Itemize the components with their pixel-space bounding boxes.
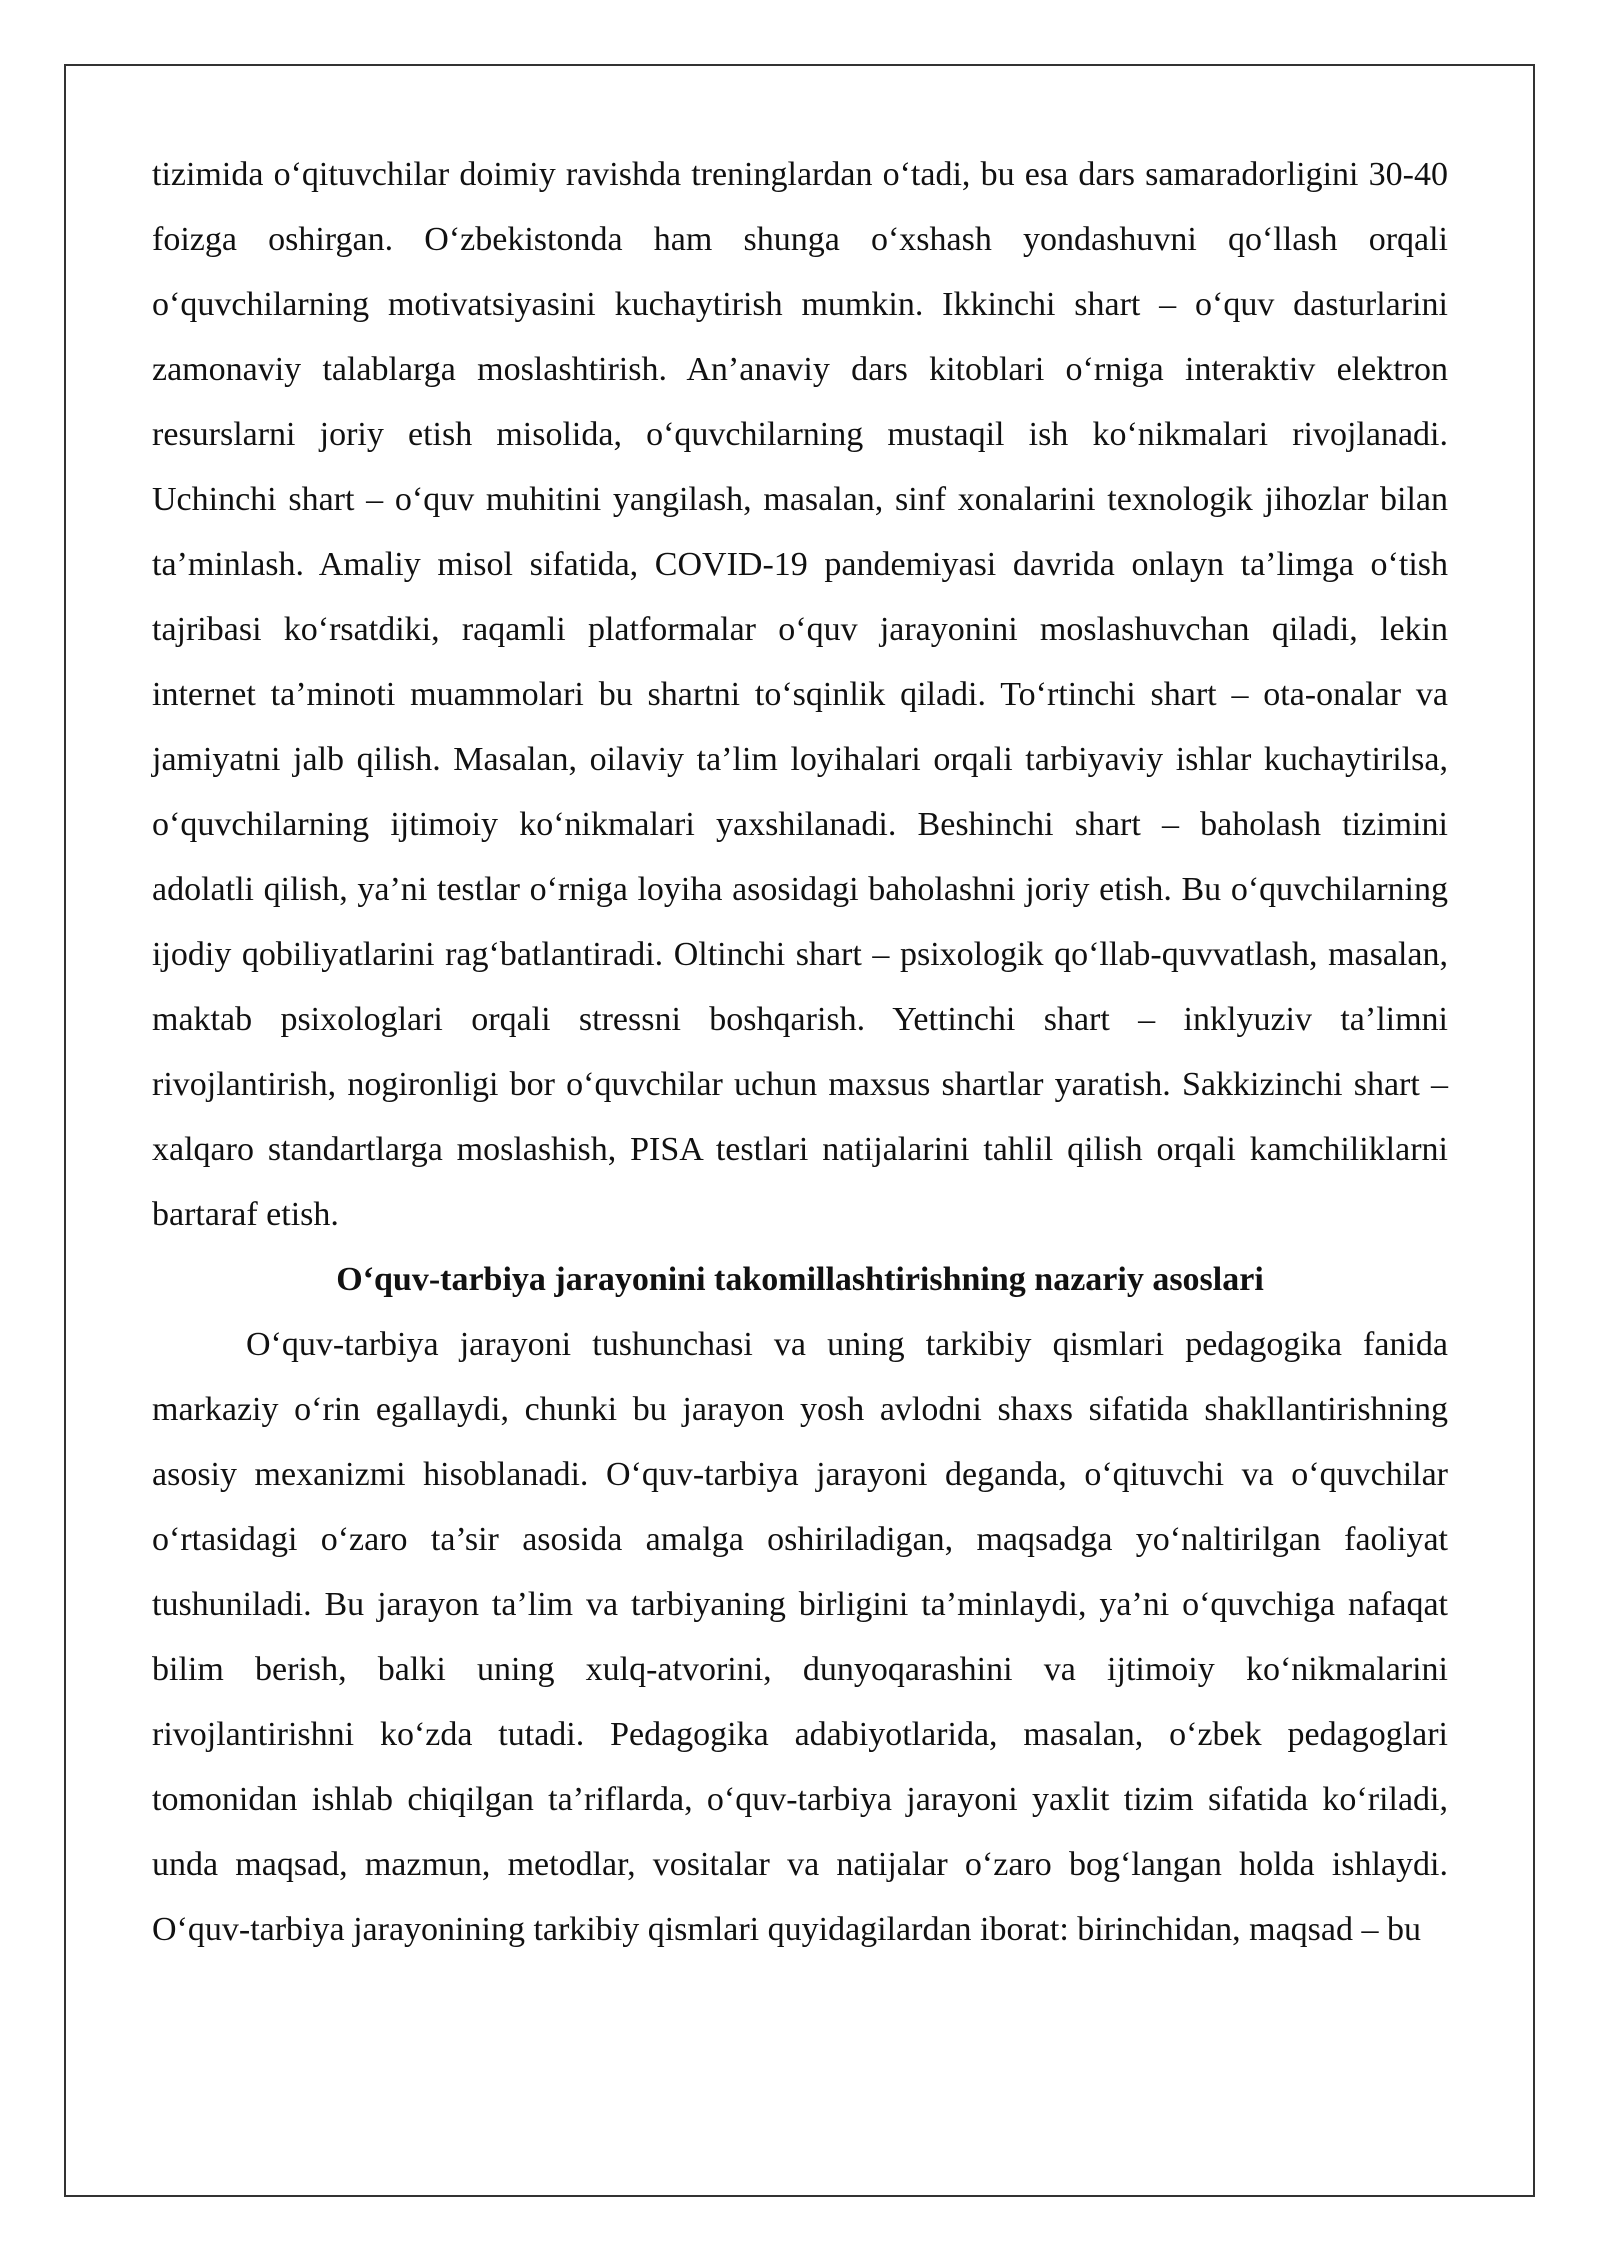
body-paragraph-2: O‘quv-tarbiya jarayoni tushunchasi va uning tarkibiy qismlari pedagogika fanida markaziy o‘rin egallaydi, chunki bu jarayon yosh avlodni shaxs sifatida shakllantirishning asosiy mexanizmi hisoblanadi. O‘quv-tarbiya jarayoni deganda, o‘qituvchi va o‘quvchilar o‘rtasidagi o‘zaro ta’sir asosida amalga oshiriladigan, maqsadga yo‘naltirilgan faoliyat tushuniladi. Bu jarayon ta’lim va tarbiyaning birligini ta’minlaydi, ya’ni o‘quvchiga nafaqat bilim berish, balki uning xulq-atvorini, dunyoqarashini va ijtimoiy ko‘nikmalarini rivojlantirishni ko‘zda tutadi. Pedagogika adabiyotlarida, masalan, o‘zbek pedagoglari tomonidan ishlab chiqilgan ta’riflarda, o‘quv-tarbiya jarayoni yaxlit tizim sifatida ko‘riladi, unda maqsad, mazmun, metodlar, vositalar va natijalar o‘zaro bog‘langan holda ishlaydi. O‘quv-tarbiya jarayonining tarkibiy qismlari quyidagilardan iborat: birinchidan, maqsad – bu (152, 1326, 1448, 1948)
body-paragraph-1: tizimida o‘qituvchilar doimiy ravishda treninglardan o‘tadi, bu esa dars samaradorligini 30-40 foizga oshirgan. O‘zbekistonda ham shunga o‘xshash yondashuvni qo‘llash orqali o‘quvchilarning motivatsiyasini kuchaytirish mumkin. Ikkinchi shart – o‘quv dasturlarini zamonaviy talablarga moslashtirish. An’anaviy dars kitoblari o‘rniga interaktiv elektron resurslarni joriy etish misolida, o‘quvchilarning mustaqil ish ko‘nikmalari rivojlanadi. Uchinchi shart – o‘quv muhitini yangilash, masalan, sinf xonalarini texnologik jihozlar bilan ta’minlash. Amaliy misol sifatida, COVID-19 pandemiyasi davrida onlayn ta’limga o‘tish tajribasi ko‘rsatdiki, raqamli platformalar o‘quv jarayonini moslashuvchan qiladi, lekin internet ta’minoti muammolari bu shartni to‘sqinlik qiladi. To‘rtinchi shart – ota-onalar va jamiyatni jalb qilish. Masalan, oilaviy ta’lim loyihalari orqali tarbiyaviy ishlar kuchaytirilsa, o‘quvchilarning ijtimoiy ko‘nikmalari yaxshilanadi. Beshinchi shart – baholash tizimini adolatli qilish, ya’ni testlar o‘rniga loyiha asosidagi baholashni joriy etish. Bu o‘quvchilarning ijodiy qobiliyatlarini rag‘batlantiradi. Oltinchi shart – psixologik qo‘llab-quvvatlash, masalan, maktab psixologlari orqali stressni boshqarish. Yettinchi shart – inklyuziv ta’limni rivojlantirish, nogironligi bor o‘quvchilar uchun maxsus shartlar yaratish. Sakkizinchi shart – xalqaro standartlarga moslashish, PISA testlari natijalarini tahlil qilish orqali kamchiliklarni bartaraf etish. (152, 156, 1448, 1233)
section-heading: O‘quv-tarbiya jarayonini takomillashtirishning nazariy asoslari (336, 1261, 1264, 1298)
document-body (152, 142, 1448, 1962)
